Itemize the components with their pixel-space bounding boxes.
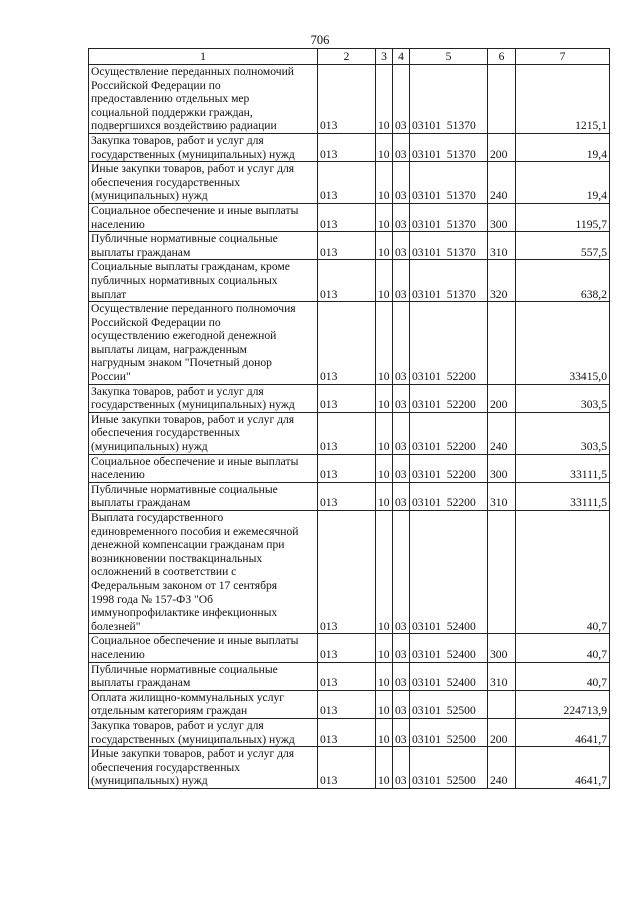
row-name: Публичные нормативные социальные выплаты гражданам xyxy=(89,662,318,690)
row-amount: 1215,1 xyxy=(516,65,610,134)
row-amount: 40,7 xyxy=(516,511,610,634)
row-amount: 19,4 xyxy=(516,133,610,161)
header-col-7: 7 xyxy=(516,49,610,65)
row-target-article: 03101 51370 xyxy=(410,260,488,302)
table-row xyxy=(89,203,610,231)
page-number: 706 xyxy=(310,33,330,47)
row-section: 10 xyxy=(376,454,393,482)
row-amount: 224713,9 xyxy=(516,690,610,718)
row-amount: 33415,0 xyxy=(516,302,610,385)
row-target-article: 03101 51370 xyxy=(410,133,488,161)
budget-table xyxy=(88,48,610,789)
row-expense-type: 240 xyxy=(488,747,516,789)
row-target-article: 03101 51370 xyxy=(410,162,488,204)
table-row xyxy=(89,65,610,134)
row-code: 013 xyxy=(318,454,376,482)
row-section: 10 xyxy=(376,162,393,204)
table-row xyxy=(89,747,610,789)
row-expense-type xyxy=(488,511,516,634)
row-name: Социальное обеспечение и иные выплаты населению xyxy=(89,454,318,482)
table-row xyxy=(89,260,610,302)
row-target-article: 03101 52400 xyxy=(410,662,488,690)
row-subsection: 03 xyxy=(393,482,410,510)
row-subsection: 03 xyxy=(393,65,410,134)
table-row xyxy=(89,162,610,204)
row-expense-type: 200 xyxy=(488,384,516,412)
row-name: Социальное обеспечение и иные выплаты населению xyxy=(89,634,318,662)
row-code: 013 xyxy=(318,634,376,662)
row-code: 013 xyxy=(318,482,376,510)
row-subsection: 03 xyxy=(393,412,410,454)
row-expense-type: 200 xyxy=(488,718,516,746)
row-subsection: 03 xyxy=(393,260,410,302)
row-code: 013 xyxy=(318,662,376,690)
row-name: Осуществление переданного полномочия Российской Федерации по осуществлению ежегодной денежной выплаты лицам, награжденным нагрудным знаком "Почетный донор России" xyxy=(89,302,318,385)
table-row xyxy=(89,482,610,510)
row-subsection: 03 xyxy=(393,162,410,204)
row-expense-type: 300 xyxy=(488,203,516,231)
table-row xyxy=(89,634,610,662)
row-code: 013 xyxy=(318,133,376,161)
table-row xyxy=(89,454,610,482)
row-section: 10 xyxy=(376,302,393,385)
row-code: 013 xyxy=(318,511,376,634)
row-code: 013 xyxy=(318,260,376,302)
table-row xyxy=(89,662,610,690)
row-target-article: 03101 51370 xyxy=(410,65,488,134)
row-amount: 1195,7 xyxy=(516,203,610,231)
row-expense-type xyxy=(488,690,516,718)
row-expense-type: 310 xyxy=(488,482,516,510)
row-target-article: 03101 52400 xyxy=(410,634,488,662)
row-section: 10 xyxy=(376,690,393,718)
row-subsection: 03 xyxy=(393,384,410,412)
row-code: 013 xyxy=(318,690,376,718)
table-row xyxy=(89,511,610,634)
table-row xyxy=(89,690,610,718)
row-code: 013 xyxy=(318,718,376,746)
row-subsection: 03 xyxy=(393,718,410,746)
row-expense-type xyxy=(488,65,516,134)
row-code: 013 xyxy=(318,412,376,454)
row-name: Иные закупки товаров, работ и услуг для обеспечения государственных (муниципальных) нужд xyxy=(89,747,318,789)
row-target-article: 03101 52500 xyxy=(410,718,488,746)
row-expense-type: 300 xyxy=(488,634,516,662)
row-target-article: 03101 52200 xyxy=(410,302,488,385)
row-code: 013 xyxy=(318,747,376,789)
header-col-2: 2 xyxy=(318,49,376,65)
table-row xyxy=(89,718,610,746)
row-section: 10 xyxy=(376,384,393,412)
table-row xyxy=(89,302,610,385)
row-section: 10 xyxy=(376,65,393,134)
row-amount: 40,7 xyxy=(516,634,610,662)
row-name: Выплата государственного единовременного пособия и ежемесячной денежной компенсации гражданам при возникновении поствакцинальных осложнений в соответствии с Федеральным законом от 17 сентября 1998 года № 157-ФЗ "Об иммунопрофилактике инфекционных болезней" xyxy=(89,511,318,634)
table-header-row xyxy=(89,49,610,65)
row-expense-type: 240 xyxy=(488,412,516,454)
row-subsection: 03 xyxy=(393,747,410,789)
row-subsection: 03 xyxy=(393,690,410,718)
header-col-5: 5 xyxy=(410,49,488,65)
header-col-4: 4 xyxy=(393,49,410,65)
row-section: 10 xyxy=(376,232,393,260)
row-expense-type: 300 xyxy=(488,454,516,482)
row-subsection: 03 xyxy=(393,511,410,634)
row-expense-type: 240 xyxy=(488,162,516,204)
row-code: 013 xyxy=(318,384,376,412)
row-expense-type: 310 xyxy=(488,232,516,260)
row-name: Социальные выплаты гражданам, кроме публичных нормативных социальных выплат xyxy=(89,260,318,302)
row-name: Закупка товаров, работ и услуг для государственных (муниципальных) нужд xyxy=(89,384,318,412)
header-col-3: 3 xyxy=(376,49,393,65)
table-body xyxy=(89,65,610,789)
header-col-1: 1 xyxy=(89,49,318,65)
row-amount: 4641,7 xyxy=(516,747,610,789)
row-target-article: 03101 52200 xyxy=(410,384,488,412)
row-amount: 638,2 xyxy=(516,260,610,302)
row-code: 013 xyxy=(318,232,376,260)
row-expense-type: 310 xyxy=(488,662,516,690)
row-code: 013 xyxy=(318,203,376,231)
row-target-article: 03101 52400 xyxy=(410,511,488,634)
row-section: 10 xyxy=(376,662,393,690)
row-section: 10 xyxy=(376,260,393,302)
row-name: Закупка товаров, работ и услуг для государственных (муниципальных) нужд xyxy=(89,718,318,746)
row-target-article: 03101 52200 xyxy=(410,412,488,454)
row-amount: 40,7 xyxy=(516,662,610,690)
row-section: 10 xyxy=(376,511,393,634)
row-subsection: 03 xyxy=(393,662,410,690)
row-code: 013 xyxy=(318,65,376,134)
table-row xyxy=(89,133,610,161)
row-subsection: 03 xyxy=(393,232,410,260)
row-target-article: 03101 52500 xyxy=(410,690,488,718)
row-amount: 4641,7 xyxy=(516,718,610,746)
row-section: 10 xyxy=(376,482,393,510)
row-target-article: 03101 52200 xyxy=(410,454,488,482)
row-code: 013 xyxy=(318,162,376,204)
row-amount: 557,5 xyxy=(516,232,610,260)
row-amount: 19,4 xyxy=(516,162,610,204)
table-row xyxy=(89,384,610,412)
row-subsection: 03 xyxy=(393,634,410,662)
row-target-article: 03101 52500 xyxy=(410,747,488,789)
row-name: Публичные нормативные социальные выплаты гражданам xyxy=(89,232,318,260)
row-name: Социальное обеспечение и иные выплаты населению xyxy=(89,203,318,231)
row-name: Иные закупки товаров, работ и услуг для обеспечения государственных (муниципальных) нужд xyxy=(89,412,318,454)
row-amount: 303,5 xyxy=(516,412,610,454)
row-section: 10 xyxy=(376,634,393,662)
row-subsection: 03 xyxy=(393,133,410,161)
row-amount: 33111,5 xyxy=(516,454,610,482)
row-name: Закупка товаров, работ и услуг для государственных (муниципальных) нужд xyxy=(89,133,318,161)
row-subsection: 03 xyxy=(393,302,410,385)
row-expense-type xyxy=(488,302,516,385)
table-row xyxy=(89,232,610,260)
row-section: 10 xyxy=(376,203,393,231)
row-target-article: 03101 51370 xyxy=(410,203,488,231)
row-section: 10 xyxy=(376,412,393,454)
row-amount: 303,5 xyxy=(516,384,610,412)
row-amount: 33111,5 xyxy=(516,482,610,510)
header-col-6: 6 xyxy=(488,49,516,65)
row-name: Осуществление переданных полномочий Российской Федерации по предоставлению отдельных мер социальной поддержки граждан, подвергшихся воздействию радиации xyxy=(89,65,318,134)
row-section: 10 xyxy=(376,747,393,789)
row-expense-type: 200 xyxy=(488,133,516,161)
row-name: Публичные нормативные социальные выплаты гражданам xyxy=(89,482,318,510)
row-target-article: 03101 51370 xyxy=(410,232,488,260)
row-section: 10 xyxy=(376,718,393,746)
row-subsection: 03 xyxy=(393,454,410,482)
row-target-article: 03101 52200 xyxy=(410,482,488,510)
row-code: 013 xyxy=(318,302,376,385)
row-name: Иные закупки товаров, работ и услуг для обеспечения государственных (муниципальных) нужд xyxy=(89,162,318,204)
row-subsection: 03 xyxy=(393,203,410,231)
row-expense-type: 320 xyxy=(488,260,516,302)
row-section: 10 xyxy=(376,133,393,161)
table-row xyxy=(89,412,610,454)
row-name: Оплата жилищно-коммунальных услуг отдельным категориям граждан xyxy=(89,690,318,718)
